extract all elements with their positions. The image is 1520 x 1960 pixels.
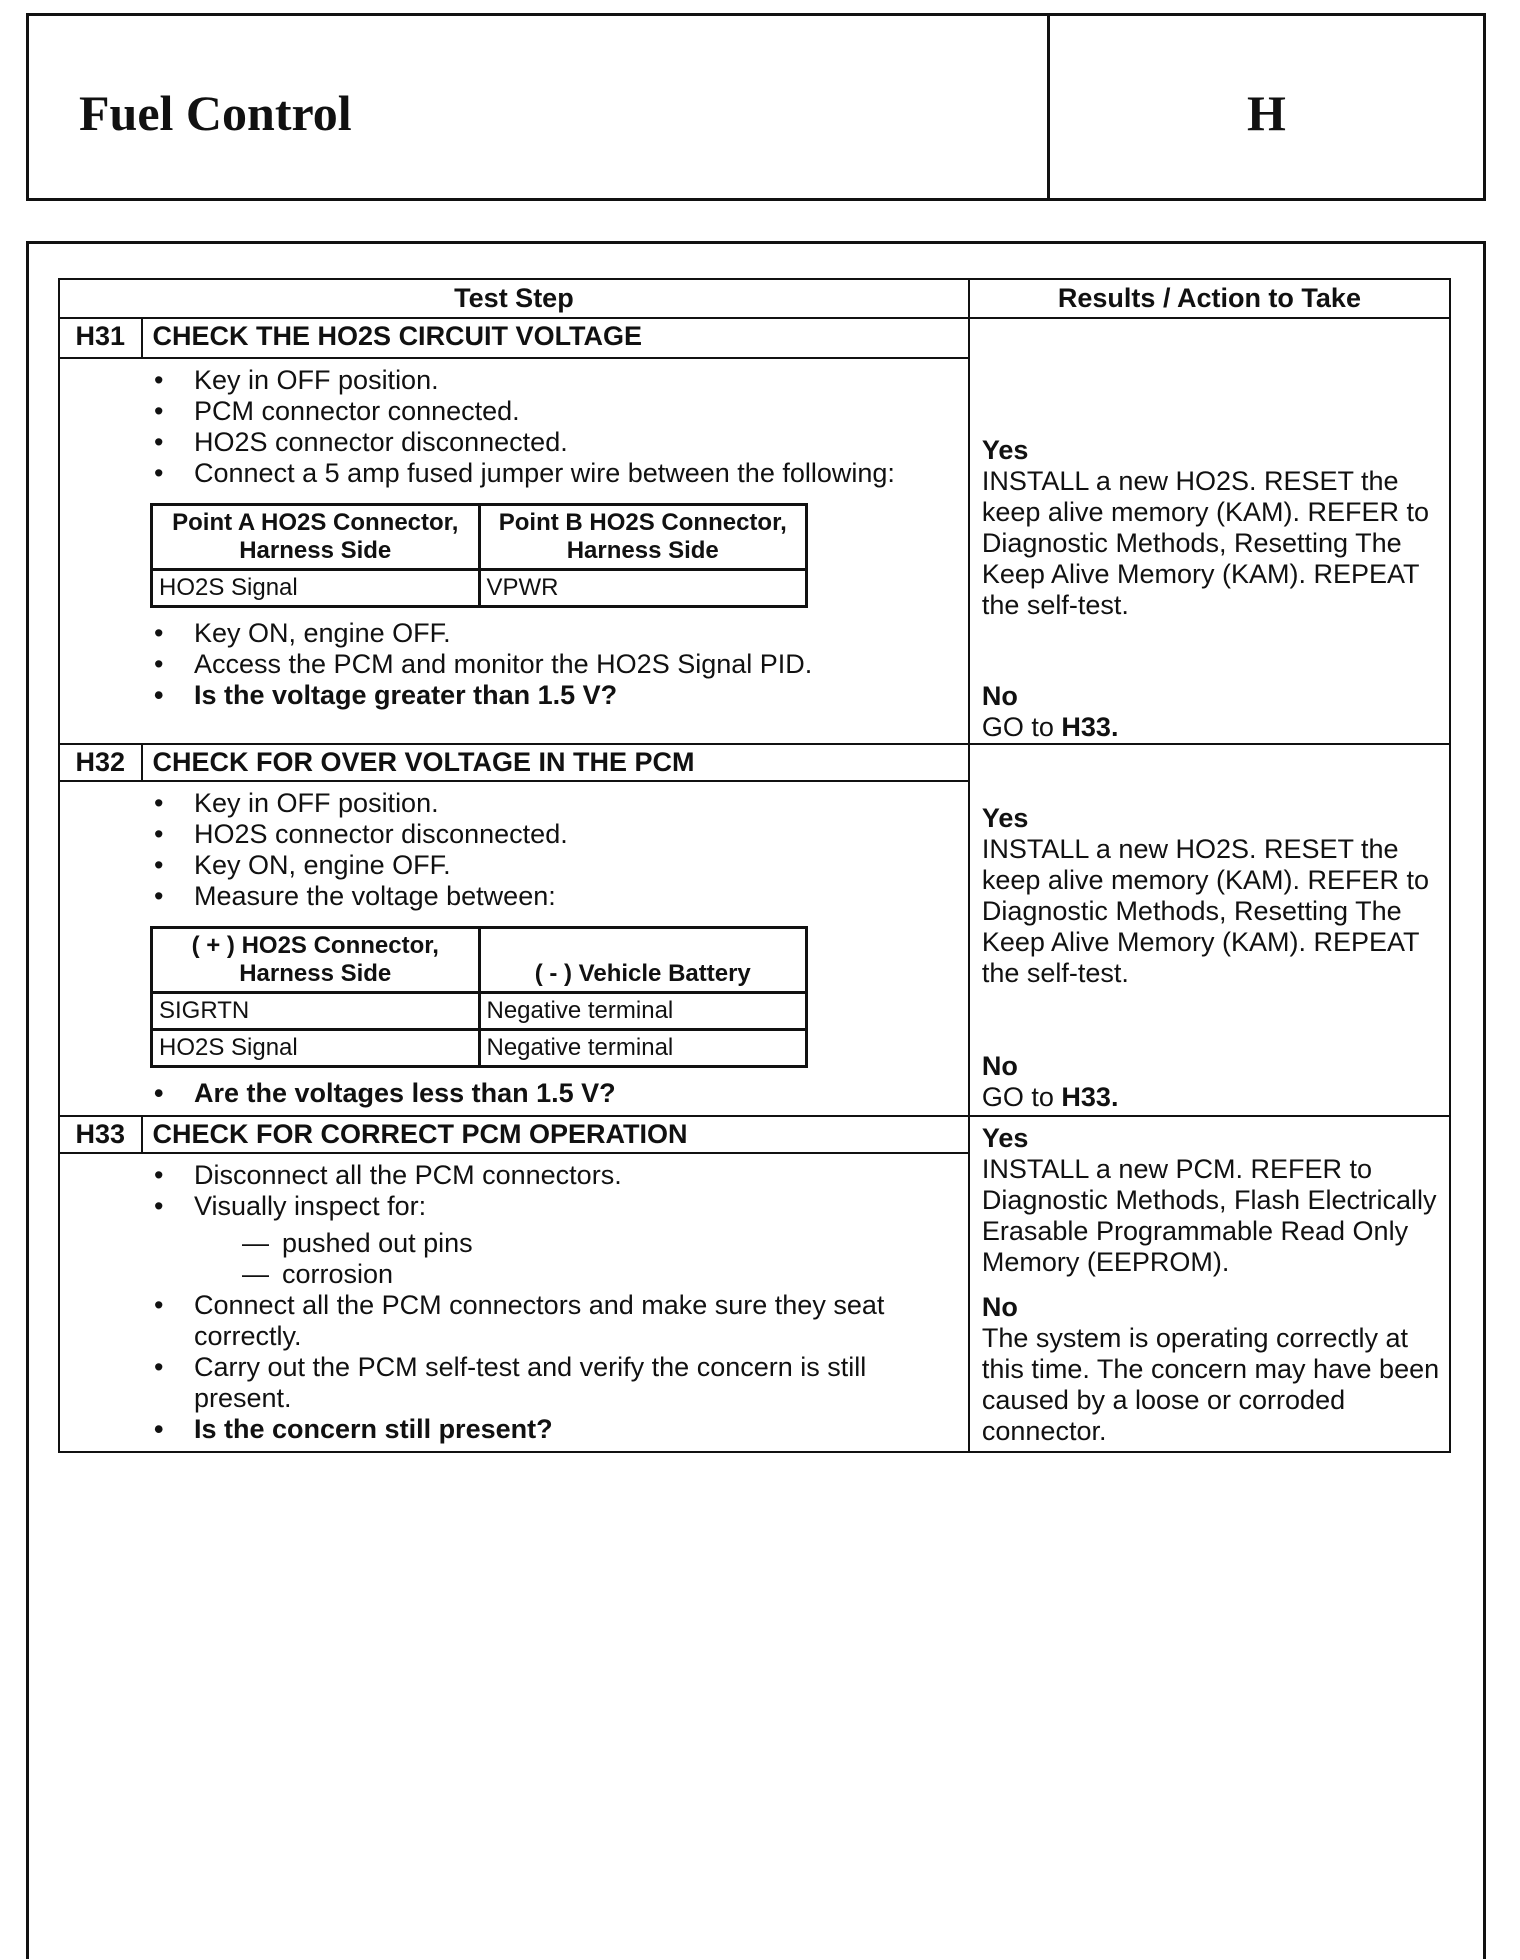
table-cell: HO2S Signal: [152, 569, 480, 606]
yes-action: INSTALL a new PCM. REFER to Diagnostic Methods, Flash Electrically Erasable Programmable Read Only Memory (EEPROM).: [981, 1154, 1437, 1277]
inspect-list: [194, 1228, 928, 1290]
list-item: • Key ON, engine OFF.: [150, 618, 928, 649]
step-results: [969, 744, 1450, 1116]
step-id: H32: [59, 744, 142, 781]
list-item: • Visually inspect for: — pushed out pins — corrosion: [150, 1191, 928, 1290]
table-header-row: [59, 279, 1450, 318]
step-results: [969, 1116, 1450, 1452]
connection-table: [150, 503, 808, 608]
step-title: CHECK FOR CORRECT PCM OPERATION: [142, 1116, 969, 1153]
table-row: [152, 993, 807, 1030]
step-id: H33: [59, 1116, 142, 1153]
list-item: — pushed out pins: [238, 1228, 928, 1259]
test-step-header: Test Step: [59, 279, 969, 318]
list-item: • HO2S connector disconnected.: [150, 819, 928, 850]
step-title: CHECK FOR OVER VOLTAGE IN THE PCM: [142, 744, 969, 781]
sub-header: Point B HO2S Connector, Harness Side: [479, 504, 807, 569]
step-body: [59, 1153, 969, 1452]
sub-header: ( + ) HO2S Connector, Harness Side: [152, 928, 480, 993]
step-title-row: [59, 1116, 1450, 1153]
list-item: • PCM connector connected.: [150, 396, 928, 427]
step-question: • Is the voltage greater than 1.5 V?: [150, 680, 928, 711]
step-bullets: [150, 1078, 928, 1109]
no-action: GO to H33.: [981, 712, 1119, 742]
list-item: • HO2S connector disconnected.: [150, 427, 928, 458]
step-bullets: [150, 1160, 928, 1445]
step-title-row: [59, 744, 1450, 781]
test-step-table: [58, 278, 1451, 1453]
list-item: • Key in OFF position.: [150, 788, 928, 819]
sub-header: ( - ) Vehicle Battery: [479, 928, 807, 993]
step-question: • Is the concern still present?: [150, 1414, 928, 1445]
no-label: No: [981, 1292, 1018, 1322]
page-header: [26, 13, 1486, 201]
table-cell: SIGRTN: [152, 993, 480, 1030]
step-results: [969, 318, 1450, 744]
yes-action: INSTALL a new HO2S. RESET the keep alive memory (KAM). REFER to Diagnostic Methods, Resetting The Keep Alive Memory (KAM). REPEAT the self-test.: [981, 466, 1429, 620]
list-item: • Key ON, engine OFF.: [150, 850, 928, 881]
measurement-table: [150, 926, 808, 1068]
go-to-ref: H33.: [1061, 1082, 1119, 1112]
step-body: [59, 781, 969, 1116]
step-body: [59, 358, 969, 744]
page-title: Fuel Control: [79, 85, 352, 141]
table-row: [152, 1030, 807, 1067]
step-title: CHECK THE HO2S CIRCUIT VOLTAGE: [142, 318, 969, 358]
list-item: • Disconnect all the PCM connectors.: [150, 1160, 928, 1191]
yes-action: INSTALL a new HO2S. RESET the keep alive memory (KAM). REFER to Diagnostic Methods, Resetting The Keep Alive Memory (KAM). REPEAT the self-test.: [981, 834, 1429, 988]
list-item: • Connect all the PCM connectors and make sure they seat correctly.: [150, 1290, 928, 1352]
yes-label: Yes: [981, 1123, 1029, 1153]
table-cell: Negative terminal: [479, 1030, 807, 1067]
no-action: GO to H33.: [981, 1082, 1119, 1112]
list-item: — corrosion: [238, 1259, 928, 1290]
go-to-ref: H33.: [1061, 712, 1119, 742]
list-item: • Connect a 5 amp fused jumper wire between the following:: [150, 458, 928, 489]
table-cell: Negative terminal: [479, 993, 807, 1030]
table-cell: VPWR: [479, 569, 807, 606]
table-cell: HO2S Signal: [152, 1030, 480, 1067]
list-item: • Access the PCM and monitor the HO2S Signal PID.: [150, 649, 928, 680]
step-bullets: [150, 618, 928, 711]
results-header: Results / Action to Take: [969, 279, 1450, 318]
no-label: No: [981, 681, 1018, 711]
step-bullets: [150, 365, 928, 489]
section-letter: H: [1247, 85, 1286, 141]
no-action: The system is operating correctly at this time. The concern may have been caused by a loose or corroded connector.: [981, 1323, 1440, 1446]
list-item: • Carry out the PCM self-test and verify the concern is still present.: [150, 1352, 928, 1414]
yes-label: Yes: [981, 803, 1029, 833]
step-id: H31: [59, 318, 142, 358]
sub-header: Point A HO2S Connector, Harness Side: [152, 504, 480, 569]
list-item: • Key in OFF position.: [150, 365, 928, 396]
list-item: • Measure the voltage between:: [150, 881, 928, 912]
step-bullets: [150, 788, 928, 912]
no-label: No: [981, 1051, 1018, 1081]
step-question: • Are the voltages less than 1.5 V?: [150, 1078, 928, 1109]
table-row: [152, 569, 807, 606]
yes-label: Yes: [981, 435, 1029, 465]
step-title-row: [59, 318, 1450, 358]
